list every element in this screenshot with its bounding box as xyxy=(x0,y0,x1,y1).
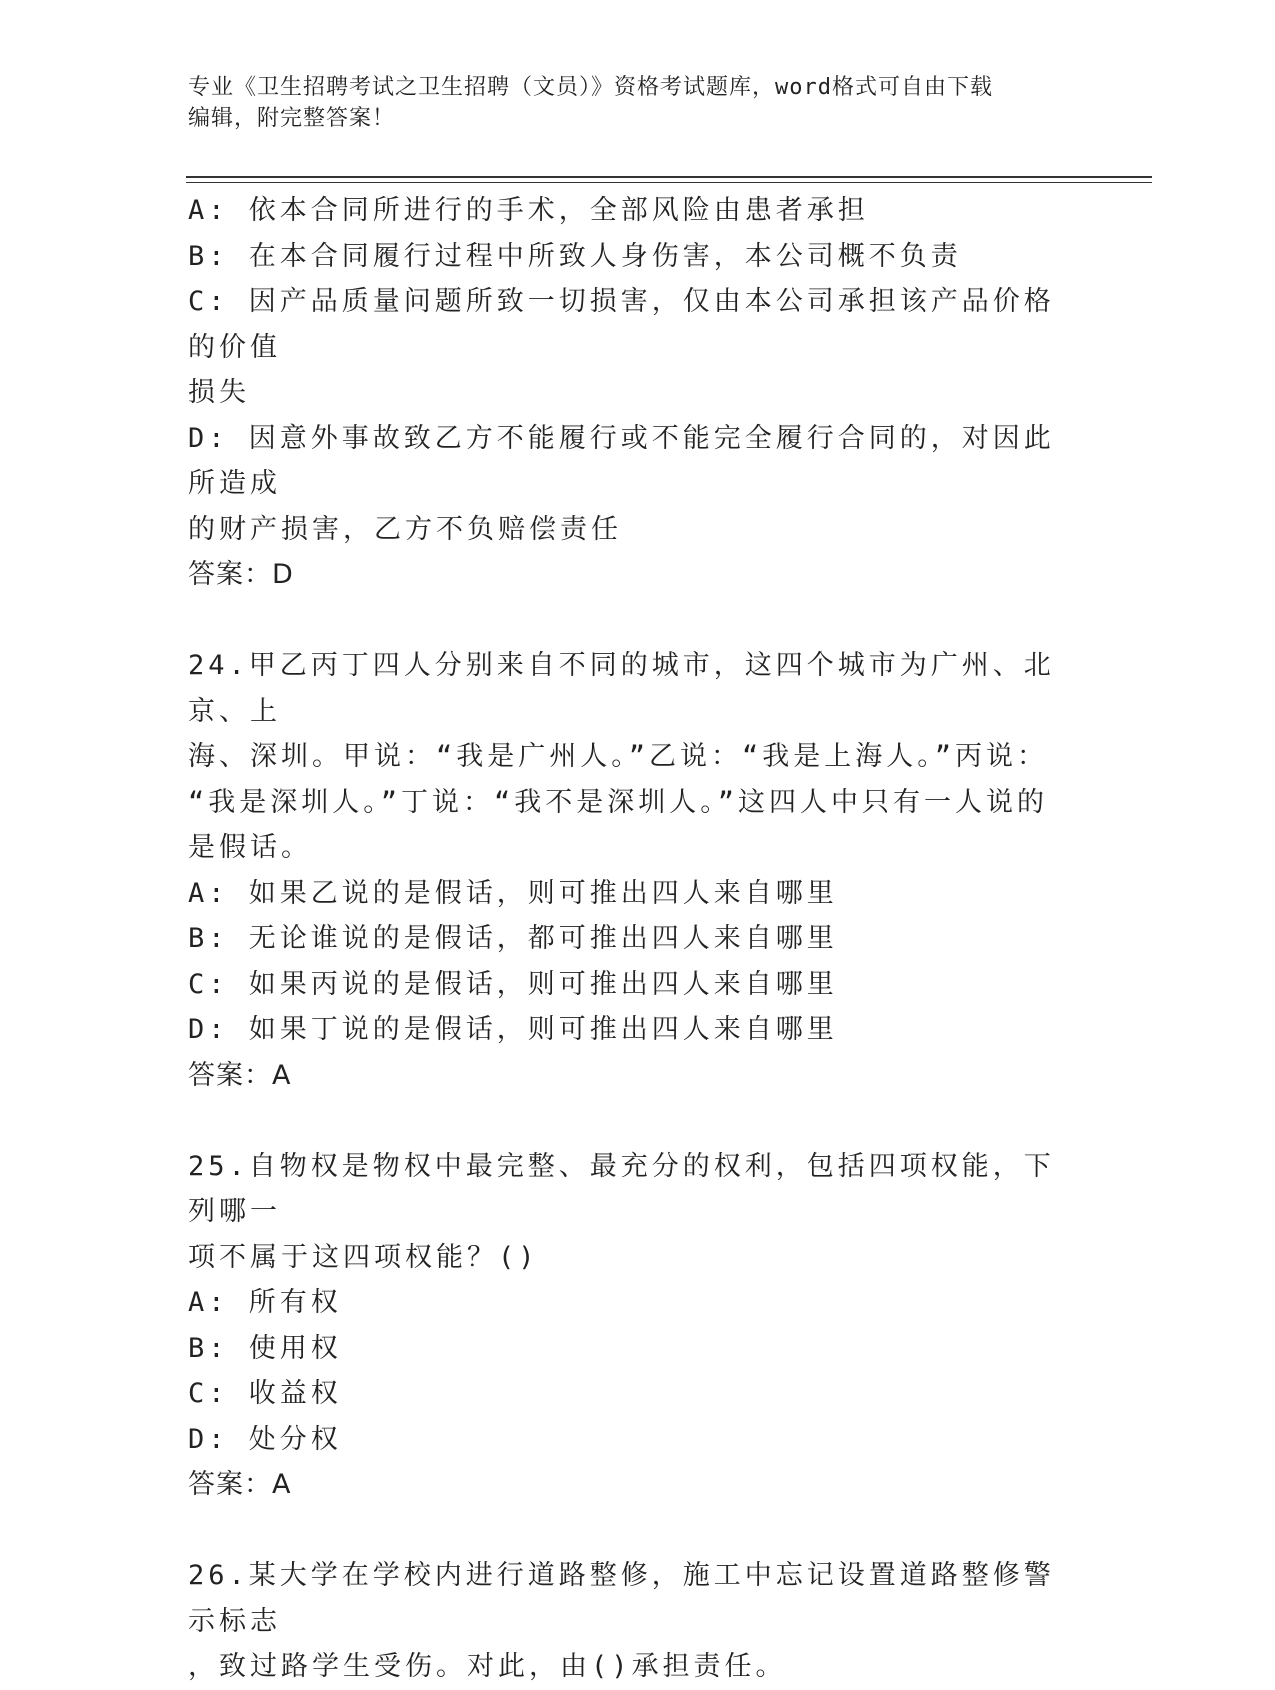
question-stem: 26.某大学在学校内进行道路整修，施工中忘记设置道路整修警示标志 xyxy=(188,1560,1055,1637)
option-b: B: 无论谁说的是假话，都可推出四人来自哪里 xyxy=(188,923,838,954)
option-c-continued: 损失 xyxy=(188,377,250,408)
option-c: C: 如果丙说的是假话，则可推出四人来自哪里 xyxy=(188,968,838,1000)
option-d: D: 因意外事故致乙方不能履行或不能完全履行合同的，对因此所造成 xyxy=(188,422,1055,499)
question-stem: “我是深圳人。”丁说：“我不是深圳人。”这四人中只有一人说的 xyxy=(188,786,1049,818)
question-stem: 海、深圳。甲说：“我是广州人。”乙说：“我是上海人。”丙说： xyxy=(188,741,1049,772)
option-d: D: 如果丁说的是假话，则可推出四人来自哪里 xyxy=(188,1014,838,1045)
header-line-1: 专业《卫生招聘考试之卫生招聘（文员）》资格考试题库，word格式可自由下载 xyxy=(188,75,993,100)
question-stem: 是假话。 xyxy=(188,832,312,863)
option-d: D: 处分权 xyxy=(188,1423,342,1455)
option-a: A: 所有权 xyxy=(188,1287,342,1318)
option-a: A: 如果乙说的是假话，则可推出四人来自哪里 xyxy=(188,877,838,909)
spacer xyxy=(188,598,1078,644)
option-c: C: 因产品质量问题所致一切损害，仅由本公司承担该产品价格的价值 xyxy=(188,286,1055,363)
document-header xyxy=(188,72,1068,134)
option-c: C: 收益权 xyxy=(188,1378,342,1409)
answer: 答案：A xyxy=(188,1469,292,1500)
question-25 xyxy=(188,1144,1078,1508)
option-b: B: 在本合同履行过程中所致人身伤害，本公司概不负责 xyxy=(188,240,962,272)
question-24 xyxy=(188,643,1078,1098)
question-stem: 项不属于这四项权能？() xyxy=(188,1241,539,1273)
option-b: B: 使用权 xyxy=(188,1332,342,1364)
question-23 xyxy=(188,188,1078,598)
question-26 xyxy=(188,1553,1078,1690)
spacer xyxy=(188,1098,1078,1144)
question-stem: ，致过路学生受伤。对此，由()承担责任。 xyxy=(188,1651,787,1682)
header-rule-thick xyxy=(186,176,1152,178)
answer: 答案：D xyxy=(188,559,294,590)
option-d-continued: 的财产损害，乙方不负赔偿责任 xyxy=(188,513,622,545)
question-stem: 25.自物权是物权中最完整、最充分的权利，包括四项权能，下列哪一 xyxy=(188,1150,1055,1227)
document-body xyxy=(188,188,1078,1690)
answer: 答案：A xyxy=(188,1059,292,1091)
spacer xyxy=(188,1508,1078,1554)
question-stem: 24.甲乙丙丁四人分别来自不同的城市，这四个城市为广州、北京、上 xyxy=(188,650,1055,727)
header-rule-thin xyxy=(186,182,1152,183)
option-a: A: 依本合同所进行的手术，全部风险由患者承担 xyxy=(188,195,869,226)
header-line-2: 编辑，附完整答案！ xyxy=(188,106,396,131)
